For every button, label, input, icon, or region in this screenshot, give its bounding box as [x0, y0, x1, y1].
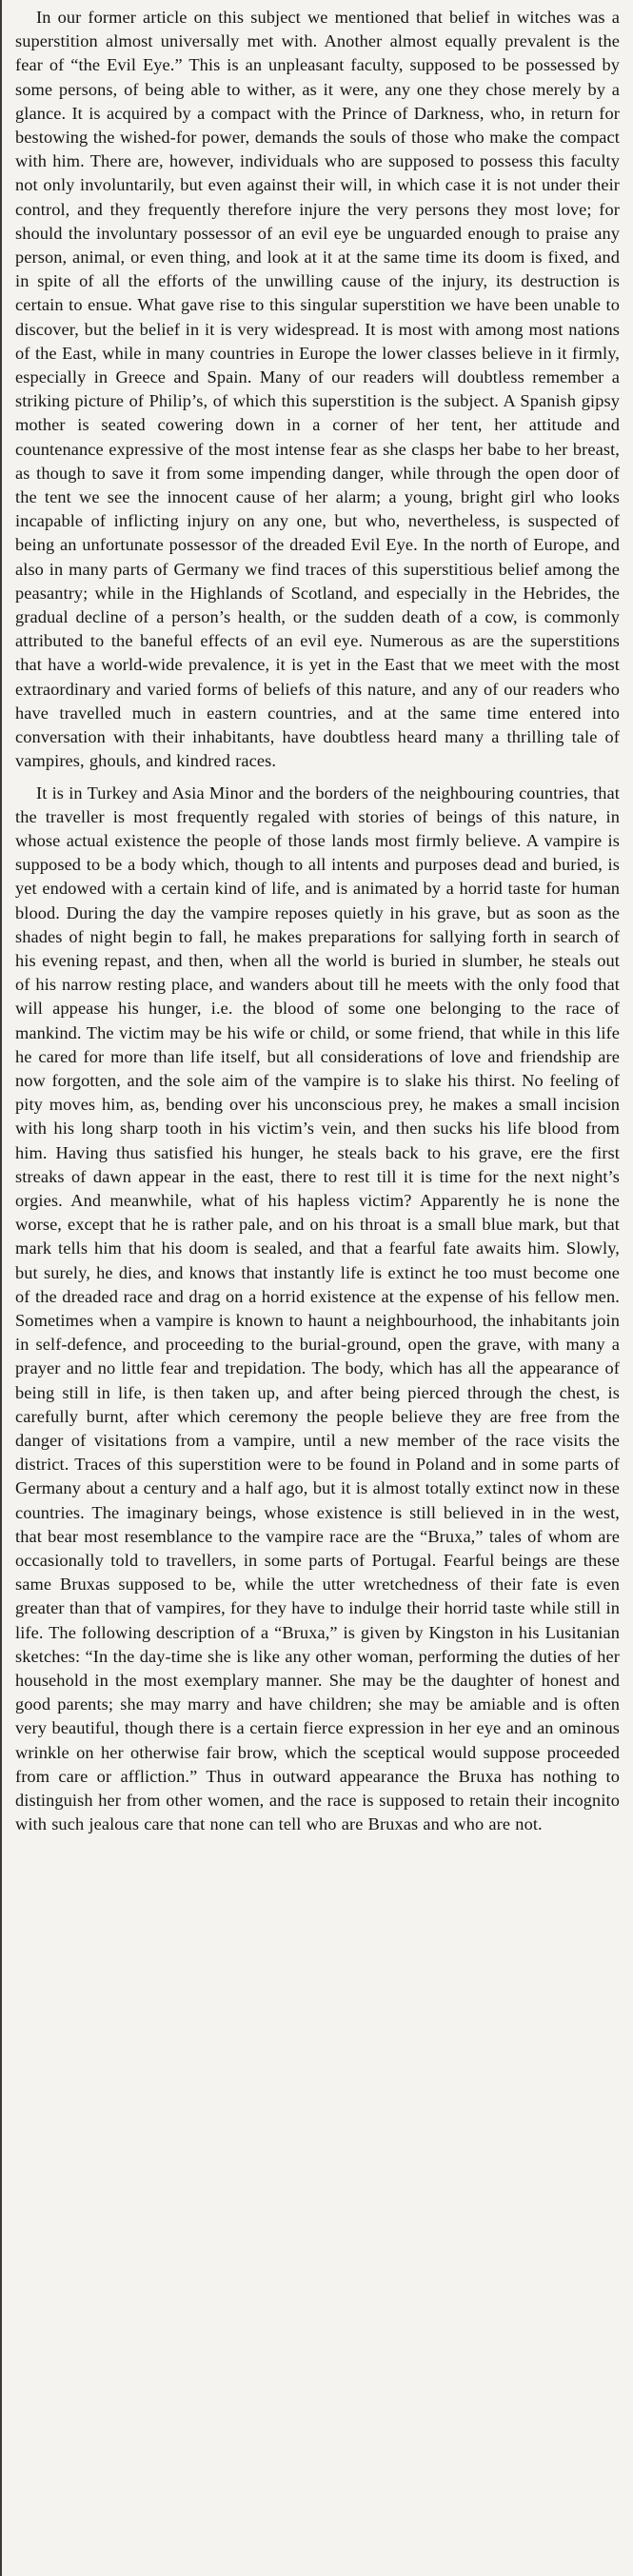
paragraph-vampires: It is in Turkey and Asia Minor and the borders of the neighbouring countries, that the traveller is most frequently regaled with stories of beings of this nature, in whose actual existence the people of those lands most firmly believe. A vampire is supposed to be a body which, though to all intents and purposes dead and buried, is yet endowed with a certain kind of life, and is animated by a horrid taste for human blood. During the day the vampire reposes quietly in his grave, but as soon as the shades of night begin to fall, he makes preparations for sallying forth in search of his evening repast, and then, when all the world is buried in slumber, he steals out of his narrow resting place, and wanders about till he meets with the only food that will appease his hunger, i.e. the blood of some one belonging to the race of mankind. The victim may be his wife or child, or some friend, that while in this life he cared for more than life itself, but all considerations of love and friendship are now forgotten, and the sole aim of the vampire is to slake his thirst. No feeling of pity moves him, as, bending over his unconscious prey, he makes a small incision with his long sharp tooth in his victim’s vein, and then sucks his life blood from him. Having thus satisfied his hunger, he steals back to his grave, ere the first streaks of dawn appear in the east, there to rest till it is time for the next night’s orgies. And meanwhile, what of his hapless victim? Apparently he is none the worse, except that he is rather pale, and on his throat is a small blue mark, but that mark tells him that his doom is sealed, and that a fearful fate awaits him. Slowly, but surely, he dies, and knows that instantly life is extinct he too must become one of the dreaded race and drag on a horrid existence at the expense of his fellow men. Sometimes when a vampire is known to haunt a neighbourhood, the inhabitants join in self-defence, and proceeding to the burial-ground, open the grave, with many a prayer and no little fear and trepidation. The body, which has all the appearance of being still in life, is then taken up, and after being pierced through the chest, is carefully burnt, after which ceremony the people believe they are free from the danger of visitations from a vampire, until a new member of the race visits the district. Traces of this superstition were to be found in Poland and in some parts of Germany about a century and a half ago, but it is almost totally extinct now in these countries. The imaginary beings, whose existence is still believed in in the west, that bear most resemblance to the vampire race are the “Bruxa,” tales of whom are occasionally told to travellers, in some parts of Portugal. Fearful beings are these same Bruxas supposed to be, while the utter wretchedness of their fate is even greater than that of vampires, for they have to indulge their horrid taste while still in life. The following description of a “Bruxa,” is given by Kingston in his Lusitanian sketches: “In the day-time she is like any other woman, performing the duties of her household in the most exemplary manner. She may be the daughter of honest and good parents; she may marry and have children; she may be amiable and is often very beautiful, though there is a certain fierce expression in her eye and an ominous wrinkle on her otherwise fair brow, which the sceptical would suppose proceeded from care or affliction.” Thus in outward appearance the Bruxa has nothing to distinguish her from other women, and the race is supposed to retain their incognito with such jealous care that none can tell who are Bruxas and who are not. [15, 783, 620, 1834]
paragraph-evil-eye: In our former article on this subject we mentioned that belief in witches was a superstition almost universally met with. Another almost equally prevalent is the fear of “the Evil Eye.” This is an unpleasant faculty, supposed to be possessed by some persons, of being able to wither, as it were, any one they chose merely by a glance. It is acquired by a compact with the Prince of Darkness, who, in return for bestowing the wished-for power, demands the souls of those who make the compact with him. There are, however, individuals who are supposed to possess this faculty not only involuntarily, but even against their will, in which case it is not under their control, and they frequently therefore injure the very persons they most love; for should the involuntary possessor of an evil eye be unguarded enough to praise any person, animal, or even thing, and look at it at the same time its doom is fixed, and in spite of all the efforts of the unwilling cause of the injury, its destruction is certain to ensue. What gave rise to this singular superstition we have been unable to discover, but the belief in it is very widespread. It is most with among most nations of the East, while in many countries in Europe the lower classes believe in it firmly, especially in Greece and Spain. Many of our readers will doubtless remember a striking picture of Philip’s, of which this superstition is the subject. A Spanish gipsy mother is seated cowering down in a corner of her tent, her attitude and countenance expressive of the most intense fear as she clasps her babe to her breast, as though to save it from some impending danger, while through the open door of the tent we see the innocent cause of her alarm; a young, bright girl who looks incapable of inflicting injury on any one, but who, nevertheless, is suspected of being an unfortunate possessor of the dreaded Evil Eye. In the north of Europe, and also in many parts of Germany we find traces of this superstitious belief among the peasantry; while in the Highlands of Scotland, and especially in the Hebrides, the gradual decline of a person’s health, or the sudden death of a cow, is commonly attributed to the baneful effects of an evil eye. Numerous as are the superstitions that have a world-wide prevalence, it is yet in the East that we meet with the most extraordinary and varied forms of beliefs of this nature, and any of our readers who have travelled much in eastern countries, and at the same time entered into conversation with their inhabitants, have doubtless heard many a thrilling tale of vampires, ghouls, and kindred races. [15, 8, 620, 771]
